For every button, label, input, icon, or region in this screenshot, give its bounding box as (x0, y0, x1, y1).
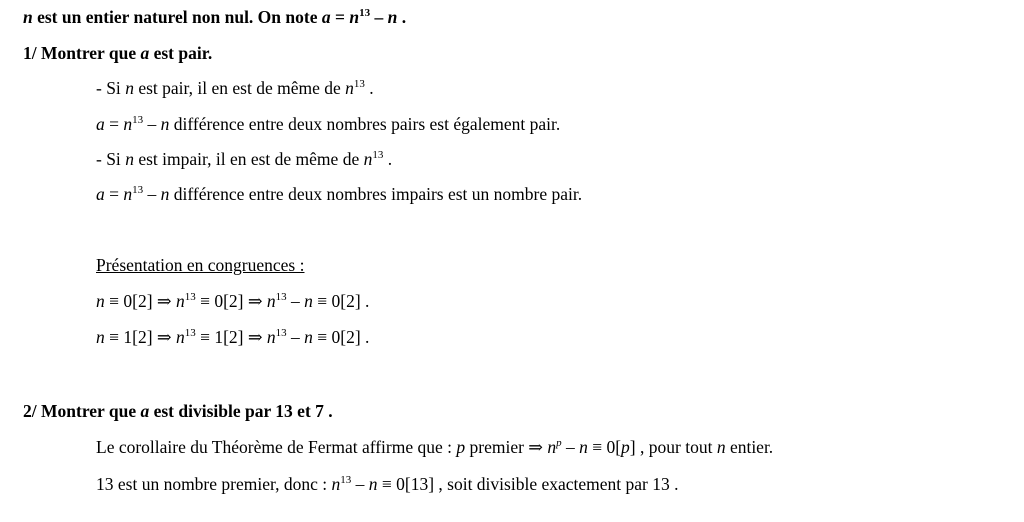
q2-line-1: Le corollaire du Théorème de Fermat affirme que : p premier ⇒ $n^p - n \equiv 0[p]$ , pour tout n entier. (96, 437, 774, 457)
var-n: n (23, 7, 33, 27)
congruence-line-2: n ≡ 1[2] ⇒ $n^{13} \equiv 1[2]$ ⇒ $n^{13} - n \equiv 0[2]$ . (96, 327, 370, 347)
q1-line-1: - Si n est pair, il en est de même de $n^{13}$ . (96, 78, 374, 98)
statement-line: n est un entier naturel non nul. On note $a = n^{13} - n$ . (23, 7, 407, 27)
question-2-heading: 2/ Montrer que a est divisible par 13 et 7 . (23, 401, 333, 421)
question-1-heading: 1/ Montrer que a est pair. (23, 43, 213, 63)
q1-line-4: $a = n^{13} - n$ différence entre deux nombres impairs est un nombre pair. (96, 184, 583, 204)
congruences-title: Présentation en congruences : (96, 255, 305, 275)
q2-line-2: 13 est un nombre premier, donc : $n^{13} - n \equiv 0[13]$ , soit divisible exactement par 13 . (96, 474, 679, 494)
q1-line-3: - Si n est impair, il en est de même de $n^{13}$ . (96, 149, 393, 169)
q1-line-2: $a = n^{13} - n$ différence entre deux nombres pairs est également pair. (96, 114, 561, 134)
congruence-line-1: n ≡ 0[2] ⇒ $n^{13} \equiv 0[2]$ ⇒ $n^{13} - n \equiv 0[2]$ . (96, 291, 370, 311)
